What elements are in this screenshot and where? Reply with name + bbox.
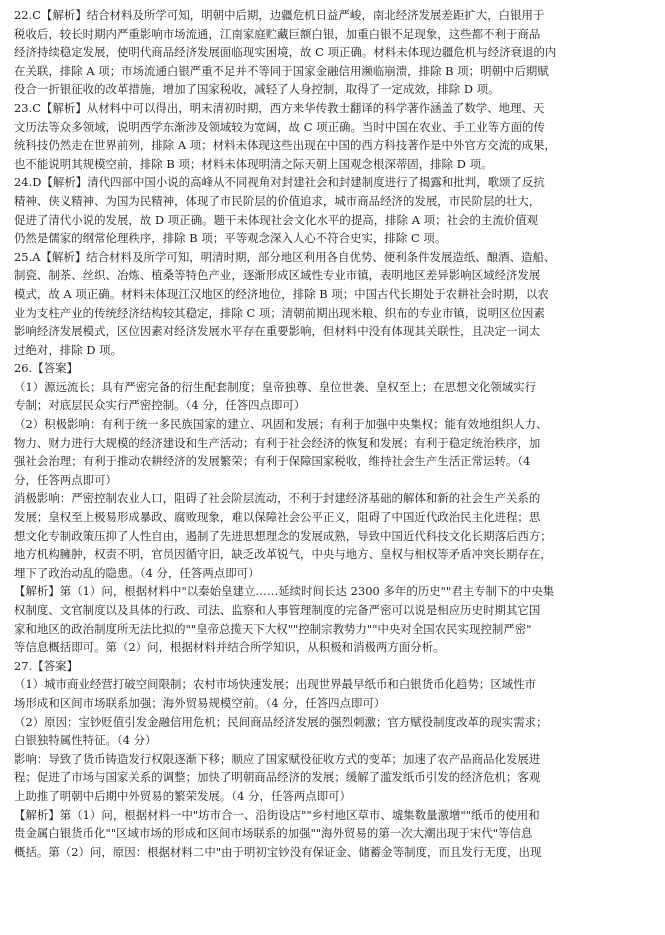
text-line: 精神、侠义精神、为国为民精神，体现了市民阶层的价值追求，城市商品经济的发展，市民阶层的壮大， bbox=[14, 193, 541, 208]
text-line: （2）原因：宝钞贬值引发金融信用危机；民间商品经济发展的强烈刺激；官方赋役制度改革的现实需求； bbox=[14, 714, 548, 729]
answer-22 bbox=[14, 6, 655, 99]
text-line: 税收后，较长时期内严重影响市场流通，江南家庭贮藏巨额白银，加重白银不足现象，这些都不利于商品 bbox=[14, 26, 541, 41]
text-line: 地方机构臃肿，权责不明，官员因循守旧，缺乏改革锐气，中央与地方、皇权与相权等矛盾冲突长期存在， bbox=[14, 547, 552, 562]
text-line: 制瓷、制茶、丝织、冶炼、植桑等特色产业，逐渐形成区域性专业市镇，表明地区差异影响区域经济发展 bbox=[14, 268, 541, 283]
text-line: 上助推了明朝中后期中外贸易的繁荣发展。（4 分，任答两点即可） bbox=[14, 788, 352, 803]
answer-26 bbox=[14, 359, 655, 657]
text-line: 贵金属白银货币化""区域市场的形成和区间市场联系的加强""海外贸易的第一次大潮出现于宋代"等信息 bbox=[14, 826, 533, 841]
answer-24 bbox=[14, 173, 655, 247]
text-line: 过绝对，排除 D 项。 bbox=[14, 342, 123, 357]
text-line: 物力、财力进行大规模的经济建设和生产活动；有利于社会经济的恢复和发展；有利于稳定统治秩序，加 bbox=[14, 435, 541, 450]
answer-27 bbox=[14, 657, 655, 862]
text-line: 发展；皇权至上极易形成暴政、腐败现象，难以保障社会公平正义，阻碍了中国近代政治民主化进程；思 bbox=[14, 510, 541, 525]
text-line: 23.C【解析】从材料中可以得出，明末清初时期，西方来华传教士翻译的科学著作涵盖了数学、地理、天 bbox=[14, 100, 545, 115]
text-line: 22.C【解析】结合材料及所学可知，明朝中后期，边疆危机日益严峻，南北经济发展差距扩大，白银用于 bbox=[14, 8, 545, 22]
text-line: 分，任答两点即可） bbox=[14, 472, 117, 487]
text-line: 白银独特属性特征。（4 分） bbox=[14, 733, 157, 748]
text-line: 程；促进了市场与国家关系的调整；加快了明朝商品经济的发展；缓解了滥发纸币引发的经济危机；客观 bbox=[14, 770, 541, 785]
text-line: 24.D【解析】清代四部中国小说的高峰从不同视角对封建社会和封建制度进行了揭露和批判，歌颂了反抗 bbox=[14, 175, 545, 190]
text-line: 消极影响：严密控制农业人口，阻碍了社会阶层流动，不利于封建经济基础的解体和新的社会生产关系的 bbox=[14, 491, 541, 506]
text-line: 专制；对底层民众实行严密控制。（4 分，任答四点即可） bbox=[14, 398, 306, 413]
text-line: 【解析】第（1）问，根据材料一中"坊市合一、沿街设店""乡村地区草市、墟集数量激增""纸币的使用和 bbox=[14, 807, 540, 822]
text-line: 【解析】第（1）问，根据材料中"以秦始皇建立……延续时间长达 2300 多年的历史""君主专制下的中央集 bbox=[14, 584, 555, 599]
text-line: 役合一折银征收的改革措施，增加了国家税收，减轻了人身控制，取得了一定成效，排除 D 项。 bbox=[14, 82, 500, 97]
text-line: 埋下了政治动乱的隐患。（4 分，任答两点即可） bbox=[14, 565, 260, 580]
text-line: 27.【答案】 bbox=[14, 658, 79, 673]
text-line: 权制度、文官制度以及具体的行政、司法、监察和人事管理制度的完备严密可以说是相应历史时期其它国 bbox=[14, 603, 541, 617]
answer-25 bbox=[14, 248, 655, 360]
text-line: 在关联，排除 A 项；市场流通白银严重不足并不等同于国家金融信用濒临崩溃，排除 B 项；明朝中后期赋 bbox=[14, 63, 549, 78]
text-line: 家和地区的政治制度所无法比拟的""皇帝总揽天下大权""控制宗教势力""中央对全国农民实现控制严密" bbox=[14, 621, 532, 636]
text-line: 也不能说明其规模空前，排除 B 项；材料未体现明清之际天朝上国观念根深蒂固，排除 D 项。 bbox=[14, 156, 493, 171]
text-line: （1）城市商业经营打破空间限制；农村市场快速发展；出现世界最早纸币和白银货币化趋势；区域性市 bbox=[14, 677, 537, 692]
text-line: 25.A【解析】结合材料及所学可知，明清时期，部分地区利用各自优势、便利条件发展造纸、酿酒、造船、 bbox=[14, 249, 556, 264]
text-line: 概括。第（2）问，原因：根据材料二中"由于明初宝钞没有保证金、储蓄金等制度，而且发行无度，出现 bbox=[14, 844, 542, 859]
text-line: 26.【答案】 bbox=[14, 361, 79, 376]
text-line: （1）源远流长；具有严密完备的衍生配套制度；皇帝独尊、皇位世袭、皇权至上；在思想文化领域实行 bbox=[14, 379, 537, 394]
text-line: （2）积极影响：有利于统一多民族国家的建立、巩固和发展；有利于加强中央集权；能有效地组织人力、 bbox=[14, 417, 548, 432]
text-line: 仍然是儒家的纲常伦理秩序，排除 B 项；平等观念深入人心不符合史实，排除 C 项。 bbox=[14, 231, 447, 246]
text-line: 影响经济发展模式，区位因素对经济发展水平存在重要影响，但材料中没有体现其关联性，且决定一词太 bbox=[14, 324, 541, 339]
text-line: 想文化专制政策压抑了人性自由，遏制了先进思想理念的发展成熟，导致中国近代科技文化长期落后西方； bbox=[14, 528, 552, 543]
text-line: 业为支柱产业的传统经济结构较其稳定，排除 C 项；清朝前期出现米粮、织布的专业市镇，说明区位因素 bbox=[14, 305, 545, 320]
answer-23 bbox=[14, 99, 655, 173]
text-line: 影响：导致了货币铸造发行权限逐渐下移；顺应了国家赋役征收方式的变革；加速了农产品商品化发展进 bbox=[14, 751, 541, 766]
text-line: 强社会治理；有利于推动农耕经济的发展繁荣；有利于保障国家税收，维持社会生产生活正常运转。（4 bbox=[14, 454, 531, 469]
text-line: 统科技仍然走在世界前列，排除 A 项；材料未体现这些出现在中国的西方科技著作是中外官方交流的成果， bbox=[14, 138, 556, 153]
text-line: 等信息概括即可。第（2）问，根据材料并结合所学知识，从积极和消极两方面分析。 bbox=[14, 640, 445, 655]
text-line: 经济持续稳定发展，使明代商品经济发展面临现实困境，故 C 项正确。材料未体现边疆危机与经济衰退的内 bbox=[14, 45, 557, 60]
text-line: 场形成和区间市场联系加强；海外贸易规模空前。（4 分，任答四点即可） bbox=[14, 695, 386, 710]
text-line: 促进了清代小说的发展，故 D 项正确。题干未体现社会文化水平的提高，排除 A 项；社会的主流价值观 bbox=[14, 212, 539, 227]
text-line: 模式，故 A 项正确。材料未体现江汉地区的经济地位，排除 B 项；中国古代长期处于农耕社会时期，以农 bbox=[14, 286, 549, 301]
text-line: 文历法等众多领域，说明西学东渐涉及领域较为宽阔，故 C 项正确。当时中国在农业、手工业等方面的传 bbox=[14, 119, 545, 134]
